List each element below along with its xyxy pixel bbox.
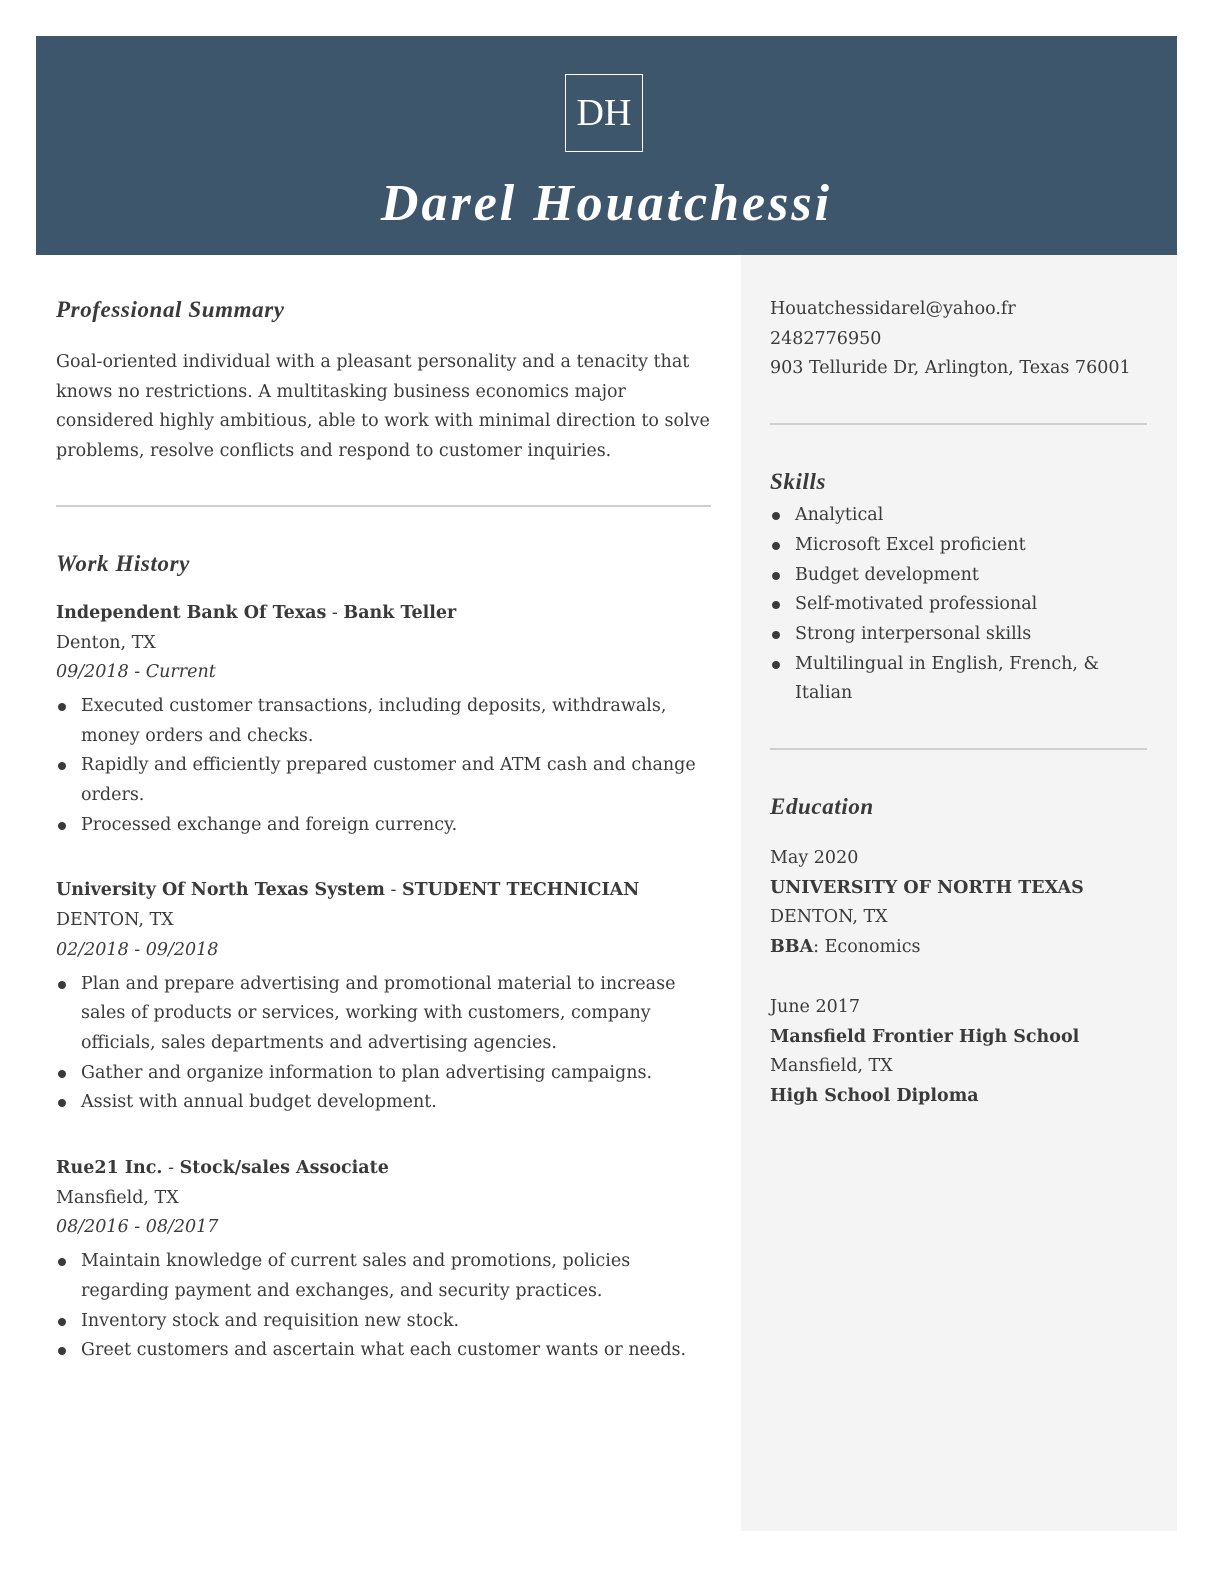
job-dates: 09/2018 - Current bbox=[56, 662, 216, 683]
job-separator: - bbox=[162, 1158, 180, 1179]
duty-item: Gather and organize information to plan advertising campaigns. bbox=[56, 1059, 711, 1089]
sidebar bbox=[741, 255, 1177, 1531]
divider bbox=[56, 505, 711, 507]
job-duties bbox=[56, 692, 711, 841]
education-entry bbox=[770, 993, 1147, 1112]
duty-item: Executed customer transactions, including deposits, withdrawals, money orders and checks. bbox=[56, 692, 711, 751]
skill-item: Analytical bbox=[770, 501, 1147, 531]
education-field-separator: : bbox=[813, 937, 825, 958]
duty-item: Inventory stock and requisition new stock. bbox=[56, 1307, 711, 1337]
job-entry bbox=[56, 599, 711, 841]
duty-item: Processed exchange and foreign currency. bbox=[56, 811, 711, 841]
job-entry bbox=[56, 876, 711, 1118]
job-dates: 02/2018 - 09/2018 bbox=[56, 939, 219, 960]
job-location: DENTON, TX bbox=[56, 910, 174, 931]
job-employer: University Of North Texas System bbox=[56, 880, 385, 901]
job-location: Mansfield, TX bbox=[56, 1187, 179, 1208]
divider bbox=[770, 423, 1147, 425]
skill-item: Multilingual in English, French, & Italian bbox=[770, 650, 1147, 709]
education-school: Mansfield Frontier High School bbox=[770, 1026, 1080, 1047]
summary-text: Goal-oriented individual with a pleasant personality and a tenacity that knows no restrictions. A multitasking business economics major considered highly ambitious, able to work with minimal direction to solve problems, resolve conflicts and respond to customer inquiries. bbox=[56, 352, 710, 462]
education-entry bbox=[770, 844, 1147, 963]
education-date: June 2017 bbox=[770, 996, 861, 1017]
job-separator: - bbox=[326, 602, 344, 623]
job-role: Bank Teller bbox=[343, 602, 457, 623]
candidate-name: Darel Houatchessi bbox=[380, 175, 833, 232]
job-location: Denton, TX bbox=[56, 632, 156, 653]
education-location: DENTON, TX bbox=[770, 907, 888, 928]
divider bbox=[770, 748, 1147, 750]
education-date: May 2020 bbox=[770, 848, 859, 869]
skills-heading: Skills bbox=[770, 469, 827, 495]
job-role: Stock/sales Associate bbox=[179, 1158, 389, 1179]
main-column bbox=[56, 295, 711, 1366]
duty-item: Plan and prepare advertising and promotional material to increase sales of products or services, working with customers, company officials, sales departments and advertising agencies. bbox=[56, 970, 711, 1059]
skill-item: Budget development bbox=[770, 561, 1147, 591]
job-title-line bbox=[56, 599, 711, 629]
job-entry bbox=[56, 1154, 711, 1366]
job-title-line bbox=[56, 1154, 711, 1184]
job-separator: - bbox=[384, 880, 402, 901]
contact-address: 903 Telluride Dr, Arlington, Texas 76001 bbox=[770, 358, 1131, 379]
skills-list bbox=[770, 501, 1147, 709]
job-role: STUDENT TECHNICIAN bbox=[401, 880, 640, 901]
skill-item: Strong interpersonal skills bbox=[770, 620, 1147, 650]
education-degree: High School Diploma bbox=[770, 1085, 979, 1106]
skill-item: Self-motivated professional bbox=[770, 590, 1147, 620]
education-degree: BBA bbox=[770, 937, 814, 958]
contact-email[interactable]: Houatchessidarel@yahoo.fr bbox=[770, 299, 1016, 319]
duty-item: Greet customers and ascertain what each customer wants or needs. bbox=[56, 1336, 711, 1366]
summary-heading: Professional Summary bbox=[56, 297, 285, 322]
education-school: UNIVERSITY OF NORTH TEXAS bbox=[770, 877, 1084, 898]
job-employer: Independent Bank Of Texas bbox=[56, 602, 327, 623]
monogram-badge: DH bbox=[565, 74, 643, 152]
skill-item: Microsoft Excel proficient bbox=[770, 531, 1147, 561]
work-history-heading: Work History bbox=[56, 550, 190, 576]
contact-block bbox=[770, 295, 1147, 384]
contact-phone[interactable]: 2482776950 bbox=[770, 328, 882, 349]
resume-header bbox=[36, 36, 1177, 255]
education-heading: Education bbox=[770, 794, 874, 820]
job-title-line bbox=[56, 876, 711, 906]
job-dates: 08/2016 - 08/2017 bbox=[56, 1217, 219, 1238]
duty-item: Rapidly and efficiently prepared customer and ATM cash and change orders. bbox=[56, 751, 711, 810]
education-degree-line bbox=[770, 933, 1147, 963]
job-duties bbox=[56, 1247, 711, 1366]
duty-item: Maintain knowledge of current sales and promotions, policies regarding payment and exchanges, and security practices. bbox=[56, 1247, 711, 1306]
education-field: Economics bbox=[824, 937, 921, 958]
duty-item: Assist with annual budget development. bbox=[56, 1088, 711, 1118]
education-location: Mansfield, TX bbox=[770, 1056, 893, 1077]
job-duties bbox=[56, 970, 711, 1119]
job-employer: Rue21 Inc. bbox=[56, 1158, 163, 1179]
